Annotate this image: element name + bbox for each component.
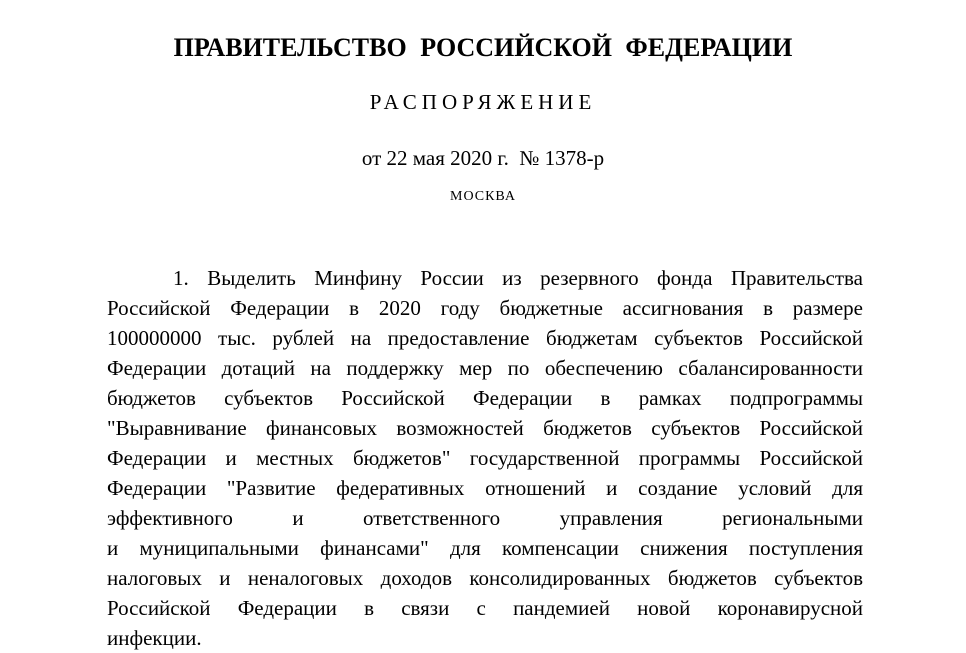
paragraph-line: Российской Федерации в связи с пандемией новой коронавирусной <box>107 596 863 620</box>
paragraph-line: налоговых и неналоговых доходов консолидированных бюджетов субъектов <box>107 566 863 590</box>
paragraph-line: 1. Выделить Минфину России из резервного фонда Правительства <box>173 266 863 290</box>
paragraph-1 <box>107 263 863 653</box>
paragraph-line: 100000000 тыс. рублей на предоставление бюджетам субъектов Российской <box>107 326 863 350</box>
document-type: РАСПОРЯЖЕНИЕ <box>369 90 597 114</box>
paragraph-line: Федерации дотаций на поддержку мер по обеспечению сбалансированности <box>107 356 863 380</box>
city-name: МОСКВА <box>450 189 516 204</box>
paragraph-line: и муниципальными финансами" для компенсации снижения поступления <box>107 536 863 560</box>
date-and-number: от 22 мая 2020 г. № 1378-р <box>361 146 605 170</box>
paragraph-line: инфекции. <box>107 626 202 650</box>
paragraph-line: Федерации "Развитие федеративных отношений и создание условий для <box>107 476 863 500</box>
paragraph-line: Федерации и местных бюджетов" государственной программы Российской <box>107 446 863 470</box>
paragraph-line: "Выравнивание финансовых возможностей бюджетов субъектов Российской <box>107 416 863 440</box>
government-title: ПРАВИТЕЛЬСТВО РОССИЙСКОЙ ФЕДЕРАЦИИ <box>173 33 793 62</box>
paragraph-line: бюджетов субъектов Российской Федерации в рамках подпрограммы <box>107 386 863 410</box>
paragraph-line: Российской Федерации в 2020 году бюджетные ассигнования в размере <box>107 296 863 320</box>
paragraph-line: эффективного и ответственного управления региональными <box>107 506 863 530</box>
